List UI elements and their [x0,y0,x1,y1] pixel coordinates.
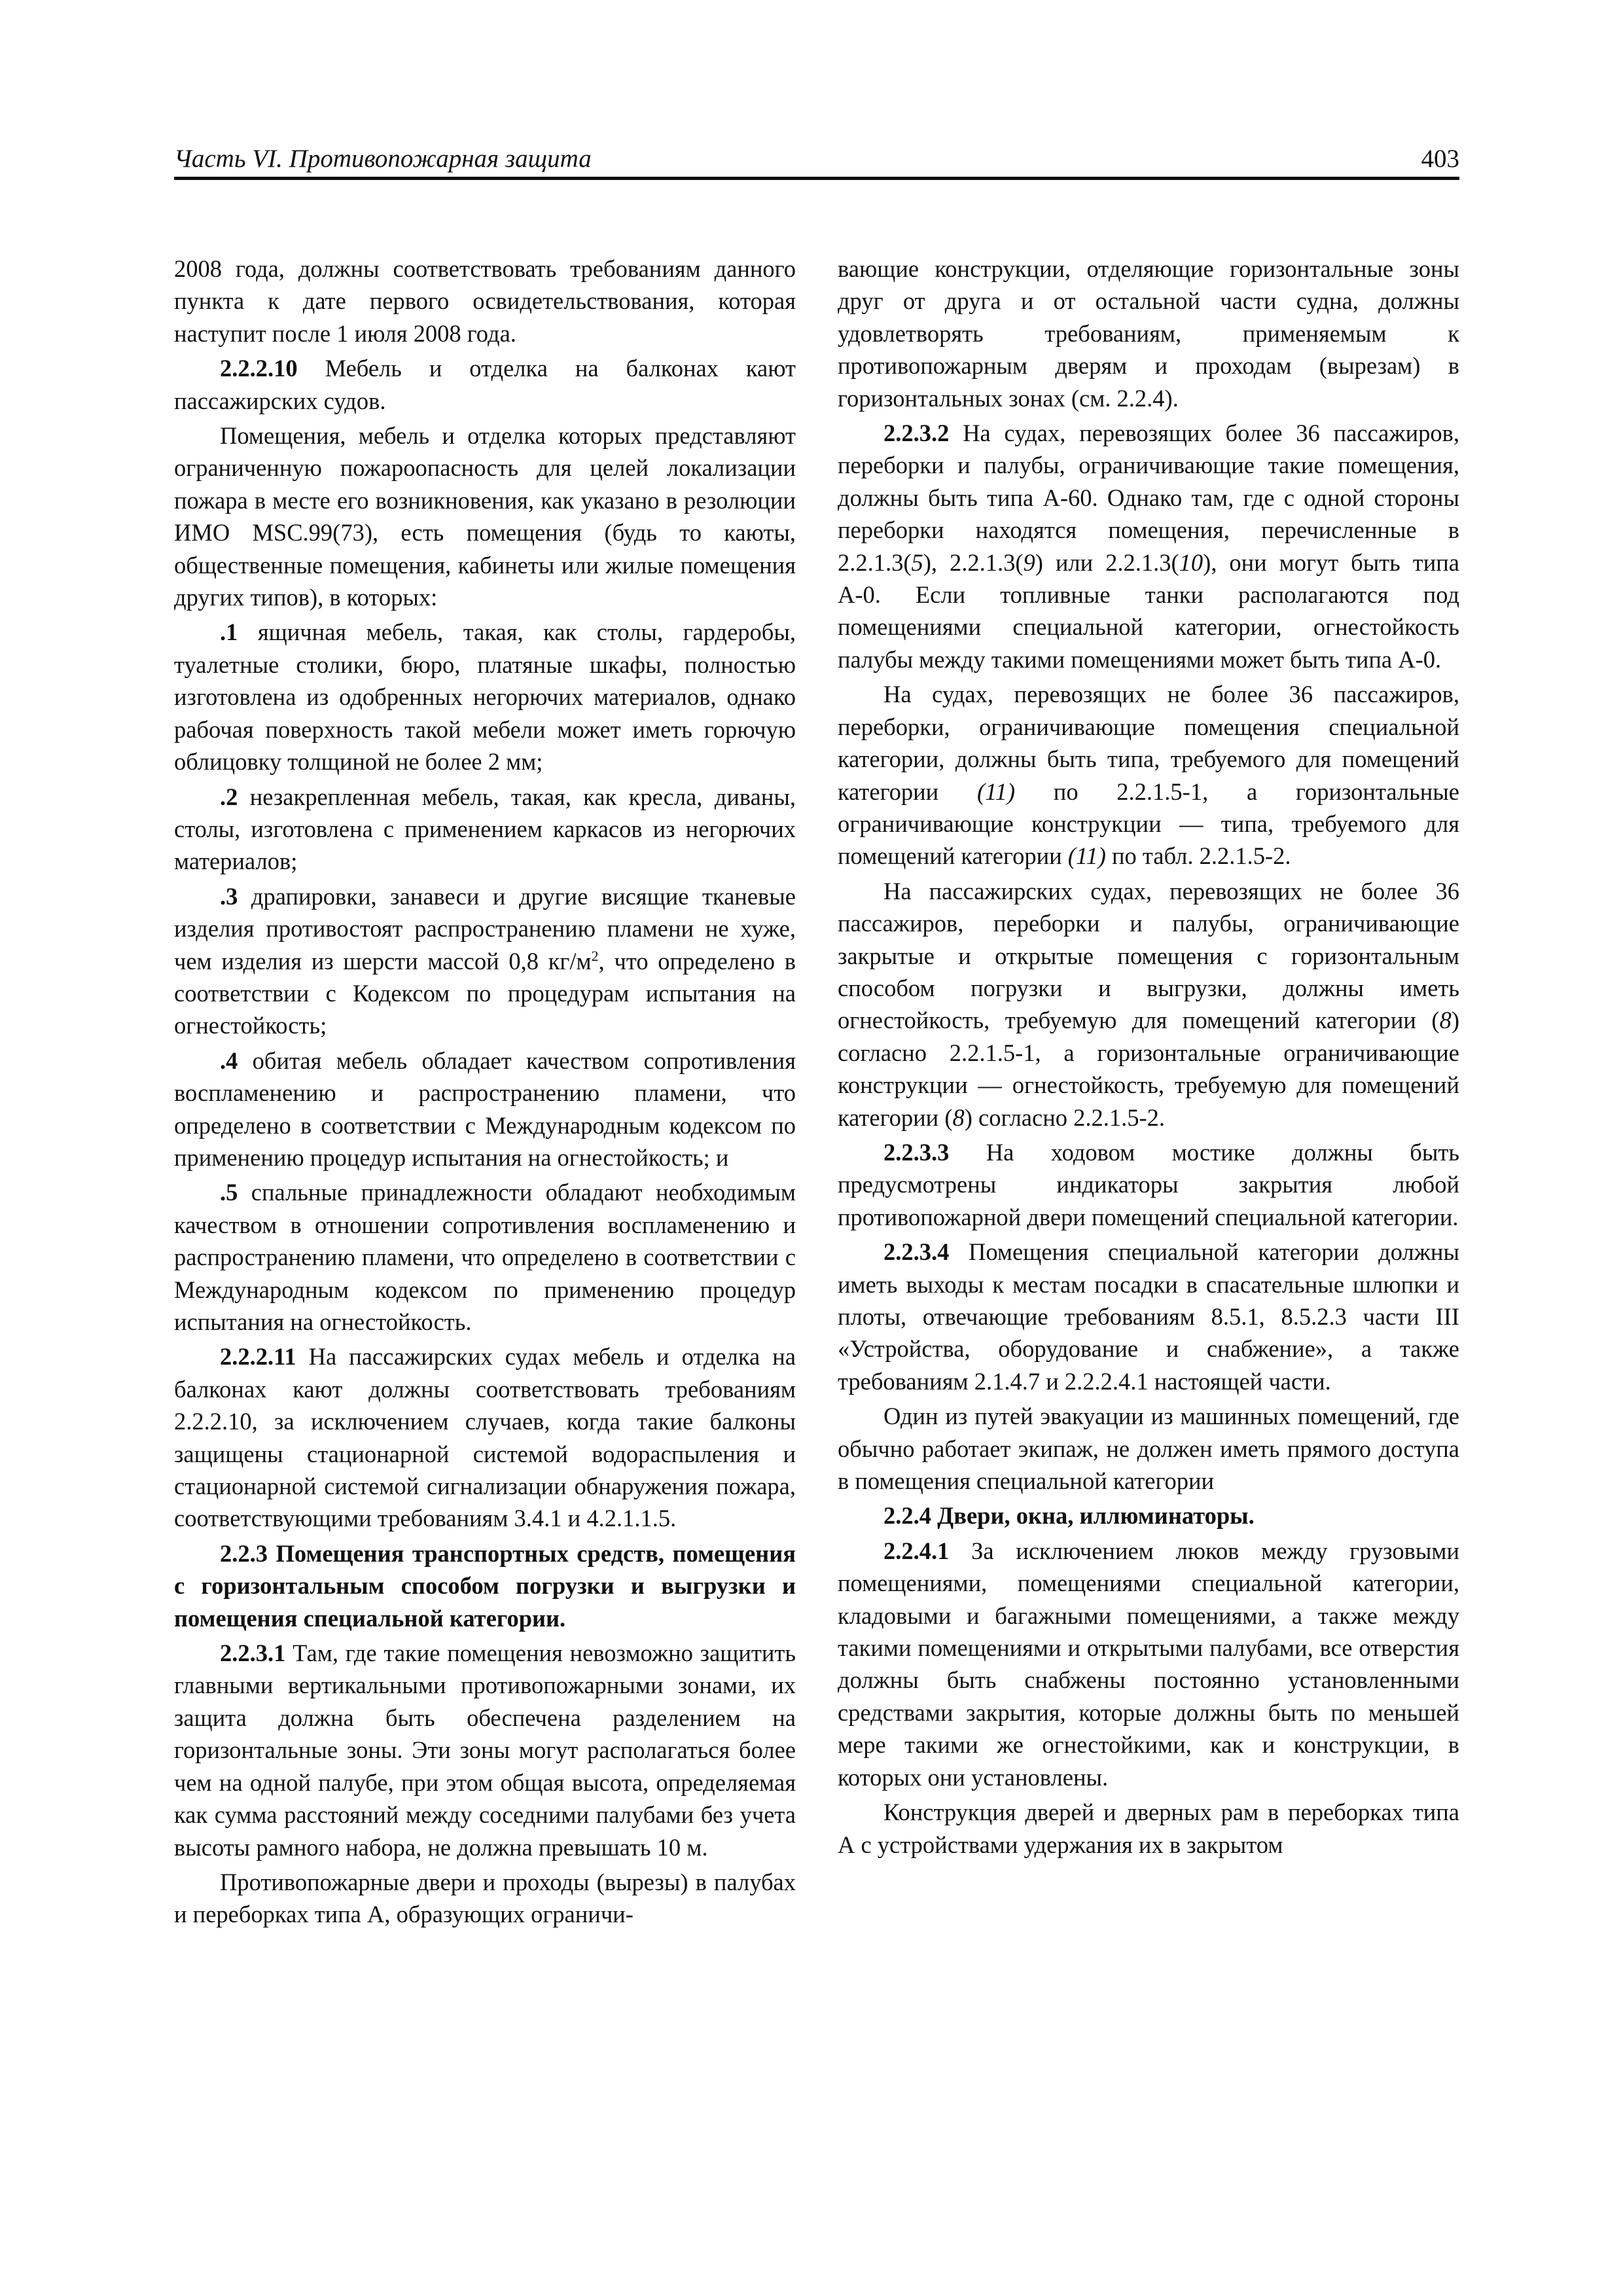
paragraph: 2.2.3.4 Помещения специальной категории должны иметь выходы к местам посадки в спасательные шлюпки и плоты, отвечающие требованиям 8.5.1, 8.5.2.3 части III «Устройства, оборудование и снабжение», а также требованиям 2.1.4.7 и 2.2.2.4.1 настоящей части. [838,1238,1459,1395]
header-rule [174,177,1459,180]
paragraph: Конструкция дверей и дверных рам в переборках типа А с устройствами удержания их в закрытом [838,1799,1459,1858]
paragraph: 2.2.2.11 На пассажирских судах мебель и отделка на балконах кают должны соответствовать требованиям 2.2.2.10, за исключением случаев, когда такие балконы защищены стационарной системой водораспыления и стационарной системой сигнализации обнаружения пожара, соответствующими требованиям 3.4.1 и 4.2.1.1.5. [174,1343,796,1532]
italic-reference: (11) [1067,842,1106,870]
italic-reference: 5 [911,548,923,576]
italic-reference: 8 [952,1103,965,1131]
left-column [174,253,796,1933]
clause-number: 2.2.3.2 [883,420,950,447]
superscript: 2 [591,947,599,964]
paragraph: .3 драпировки, занавеси и другие висящие тканевые изделия противостоят распространению пламени не хуже, чем изделия из шерсти массой 0,8 $кг/м^2$, что определено в соответствии с Кодексом по процедурам испытания на огнестойкость; [174,882,796,1039]
italic-reference: 10 [1179,548,1204,576]
paragraph: Противопожарные двери и проходы (вырезы) в палубах и переборках типа А, образующих ограничи- [174,1868,796,1928]
clause-number: .5 [220,1179,238,1206]
paragraph: 2.2.3.3 На ходовом мостике должны быть предусмотрены индикаторы закрытия любой противопожарной двери помещений специальной категории. [838,1138,1459,1230]
paragraph: 2.2.3.1 Там, где такие помещения невозможно защитить главными вертикальными противопожарными зонами, их защита должна быть обеспечена разделением на горизонтальные зоны. Эти зоны могут располагаться более чем на одной палубе, при этом общая высота, определяемая как сумма расстояний между соседними палубами без учета высоты рамного набора, не должна превышать 10 м. [174,1640,796,1861]
clause-number: .4 [220,1047,238,1074]
header-title: Часть VI. Противопожарная защита [174,145,592,173]
paragraph: Помещения, мебель и отделка которых представляют ограниченную пожароопасность для целей локализации пожара в месте его возникновения, как указано в резолюции ИМО MSC.99(73), есть помещения (будь то каюты, общественные помещения, кабинеты или жилые помещения других типов), в которых: [174,422,796,611]
clause-number: 2.2.3.4 [883,1238,950,1266]
italic-reference: 8 [1439,1007,1452,1034]
clause-number: 2.2.3.3 [883,1138,950,1166]
italic-reference: 9 [1023,548,1035,576]
italic-reference: (11) [976,778,1016,805]
paragraph: 2.2.2.10 Мебель и отделка на балконах кают пассажирских судов. [174,355,796,414]
clause-number: 2.2.3.1 [220,1640,286,1667]
clause-number: .2 [220,783,238,810]
paragraph: 2.2.4.1 За исключением люков между грузовыми помещениями, помещениями специальной категории, кладовыми и багажными помещениями, а также между такими помещениями и открытыми палубами, все отверстия должны быть снабжены постоянно установленными средствами закрытия, которые должны быть по меньшей мере такими же огнестойкими, как и конструкции, в которых они установлены. [838,1537,1459,1791]
section-heading: 2.2.3 Помещения транспортных средств, помещения с горизонтальным способом погрузки и выгрузки и помещения специальной категории. [174,1539,796,1632]
paragraph: .4 обитая мебель обладает качеством сопротивления воспламенению и распространению пламени, что определено в соответствии с Международным кодексом по применению процедур испытания на огнестойкость; и [174,1047,796,1171]
clause-number: .3 [220,882,238,910]
clause-number: 2.2.4.1 [883,1537,950,1564]
paragraph: .5 спальные принадлежности обладают необходимым качеством в отношении сопротивления воспламенению и распространению пламени, что определено в соответствии с Международным кодексом по применению процедур испытания на огнестойкость. [174,1179,796,1335]
clause-number: .1 [220,619,238,646]
section-heading: 2.2.4 Двери, окна, иллюминаторы. [883,1502,1255,1530]
paragraph: 2.2.3.2 На судах, перевозящих более 36 пассажиров, переборки и палубы, ограничивающие такие помещения, должны быть типа А-60. Однако там, где с одной стороны переборки находятся помещения, перечисленные в 2.2.1.3(5), 2.2.1.3(9) или 2.2.1.3(10), они могут быть типа А-0. Если топливные танки располагаются под помещениями специальной категории, огнестойкость палубы между такими помещениями может быть типа А-0. [838,420,1459,673]
paragraph-continuation: вающие конструкции, отделяющие горизонтальные зоны друг от друга и от остальной части судна, должны удовлетворять требованиям, применяемым к противопожарным дверям и проходам (вырезам) в горизонтальных зонах (см. 2.2.4). [838,255,1459,412]
paragraph: Один из путей эвакуации из машинных помещений, где обычно работает экипаж, не должен иметь прямого доступа в помещения специальной категории [838,1403,1459,1495]
right-column [838,253,1459,1863]
paragraph-continuation: 2008 года, должны соответствовать требованиям данного пункта к дате первого освидетельствования, которая наступит после 1 июля 2008 года. [174,255,796,347]
paragraph: .2 незакрепленная мебель, такая, как кресла, диваны, столы, изготовлена с применением каркасов из негорючих материалов; [174,783,796,875]
page-number: 403 [1421,145,1459,173]
paragraph: На судах, перевозящих не более 36 пассажиров, переборки, ограничивающие помещения специальной категории, должны быть типа, требуемого для помещений категории (11) по 2.2.1.5-1, а горизонтальные ограничивающие конструкции — типа, требуемого для помещений категории (11) по табл. 2.2.1.5-2. [838,681,1459,870]
clause-number: 2.2.2.11 [220,1343,296,1371]
clause-number: 2.2.2.10 [220,355,298,382]
running-header [174,143,1459,179]
paragraph: На пассажирских судах, перевозящих не более 36 пассажиров, переборки и палубы, ограничивающие закрытые и открытые помещения с горизонтальным способом погрузки и выгрузки, должны иметь огнестойкость, требуемую для помещений категории (8) согласно 2.2.1.5-1, а горизонтальные ограничивающие конструкции — огнестойкость, требуемую для помещений категории (8) согласно 2.2.1.5-2. [838,877,1459,1131]
paragraph: .1 ящичная мебель, такая, как столы, гардеробы, туалетные столики, бюро, платяные шкафы, полностью изготовлена из одобренных негорючих материалов, однако рабочая поверхность такой мебели может иметь горючую облицовку толщиной не более 2 мм; [174,619,796,776]
